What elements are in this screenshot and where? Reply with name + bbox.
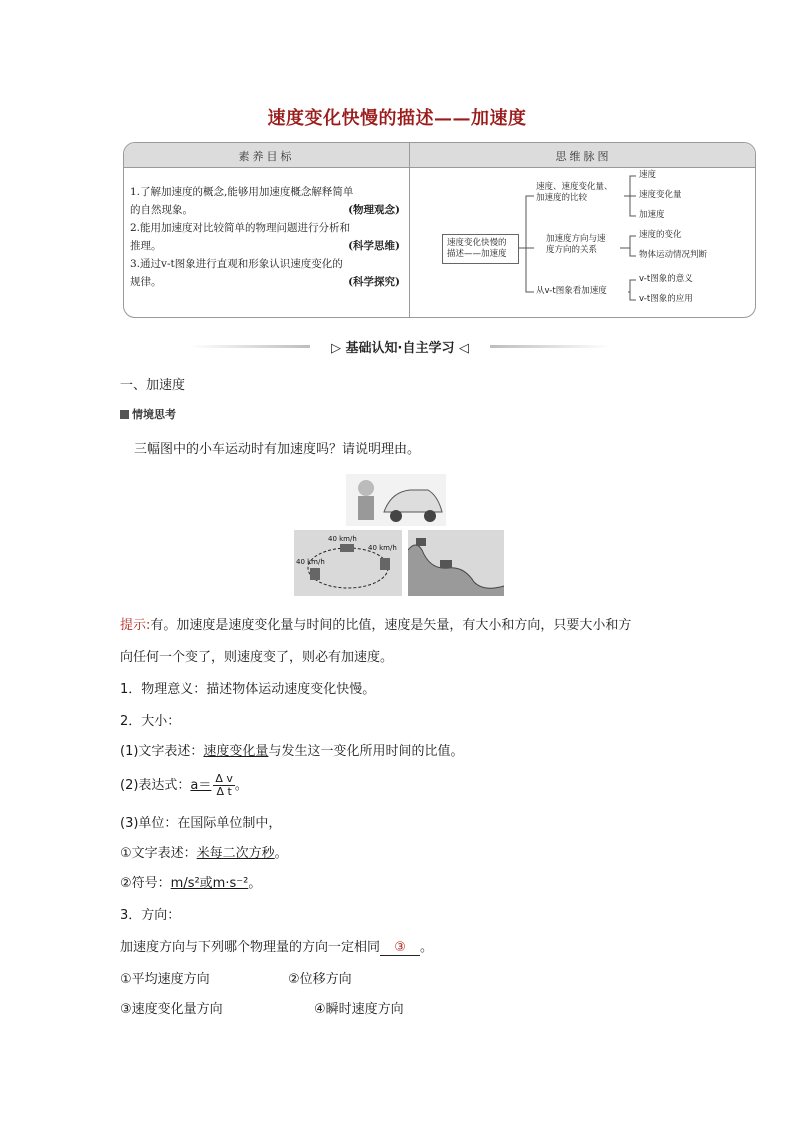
question: 三幅图中的小车运动时有加速度吗？请说明理由。: [134, 442, 421, 457]
goals-header: 素养目标: [238, 150, 295, 163]
panel-header: [124, 143, 755, 168]
mindmap-root: 速度变化快慢的 描述——加速度: [442, 234, 519, 264]
hint-label: 提示:: [120, 618, 151, 633]
page-title: 速度变化快慢的描述——加速度: [267, 108, 527, 129]
option-2: ②位移方向: [288, 972, 352, 987]
mindmap: [410, 168, 756, 318]
goals-list: [130, 183, 402, 291]
mindmap-leaf: 加速度: [639, 210, 665, 220]
goal-tag: (科学思维): [348, 240, 400, 252]
circular-track-illustration: [294, 530, 402, 596]
roller-coaster-illustration: [408, 530, 504, 596]
option-4: ④瞬时速度方向: [314, 1002, 404, 1017]
mindmap-leaf: 物体运动情况判断: [639, 250, 708, 260]
section-title: ▷ 基础认知·自主学习 ◁: [330, 341, 469, 356]
item-meaning: 1．物理意义：描述物体运动速度变化快慢。: [120, 682, 376, 697]
mindmap-header: 思维脉图: [555, 150, 612, 163]
goal-item: 1.了解加速度的概念,能够用加速度概念解释简单 的自然现象。 (物理观念): [130, 183, 402, 219]
mindmap-branch: 速度、速度变化量、 加速度的比较: [536, 182, 613, 203]
mindmap-leaf: v-t图象的应用: [639, 294, 693, 304]
item-unit-text: ①文字表述：米每二次方秒。: [120, 846, 288, 861]
mindmap-leaf: 速度的变化: [639, 230, 682, 240]
item-unit: (3)单位：在国际单位制中，: [120, 816, 282, 831]
speed-label: 40 km/h: [328, 535, 357, 543]
speed-label: 40 km/h: [296, 558, 325, 566]
fraction: $\frac{\text{Δ v}}{\text{Δ t}}$: [215, 772, 233, 798]
option-1: ①平均速度方向: [120, 972, 210, 987]
item-expression: (2)表达式：a＝ $\frac{\text{Δ v}}{\text{Δ t}}$ 。: [120, 772, 248, 798]
banner-rule-left: [190, 345, 310, 348]
direction-question: 加速度方向与下列哪个物理量的方向一定相同 ③ 。: [120, 940, 434, 955]
hint-line: 提示:有。加速度是速度变化量与时间的比值，速度是矢量，有大小和方向，只要大小和方: [120, 618, 632, 633]
hint-line: 向任何一个变了，则速度变了，则必有加速度。: [120, 650, 394, 665]
option-3: ③速度变化量方向: [120, 1002, 223, 1017]
mindmap-leaf: v-t图象的意义: [639, 274, 693, 284]
goal-item: 3.通过v-t图象进行直观和形象认识速度变化的 规律。 (科学探究): [130, 255, 402, 291]
item-text: (1)文字表述：速度变化量与发生这一变化所用时间的比值。: [120, 744, 464, 759]
mindmap-leaf: 速度: [639, 170, 657, 180]
car-illustration: [346, 474, 446, 526]
section-banner: [190, 336, 610, 356]
scenario-tag: 情境思考: [120, 406, 176, 422]
item-direction: 3．方向：: [120, 908, 181, 923]
objectives-panel: [123, 142, 756, 318]
goal-item: 2.能用加速度对比较简单的物理问题进行分析和 推理。 (科学思维): [130, 219, 402, 255]
answer-blank: ③: [380, 940, 420, 956]
heading: 一、加速度: [120, 378, 186, 393]
item-unit-symbol: ②符号：m/s²或m·s⁻²。: [120, 876, 262, 891]
goal-tag: (科学探究): [348, 276, 400, 288]
goal-tag: (物理观念): [348, 204, 400, 216]
scenario-icon: [120, 410, 129, 419]
mindmap-branch: 从v-t图象看加速度: [536, 286, 607, 296]
item-size: 2．大小：: [120, 714, 181, 729]
mindmap-leaf: 速度变化量: [639, 190, 682, 200]
mindmap-branch: 加速度方向与速 度方向的关系: [546, 234, 606, 255]
banner-rule-right: [490, 345, 610, 348]
speed-label: 40 km/h: [368, 544, 397, 552]
